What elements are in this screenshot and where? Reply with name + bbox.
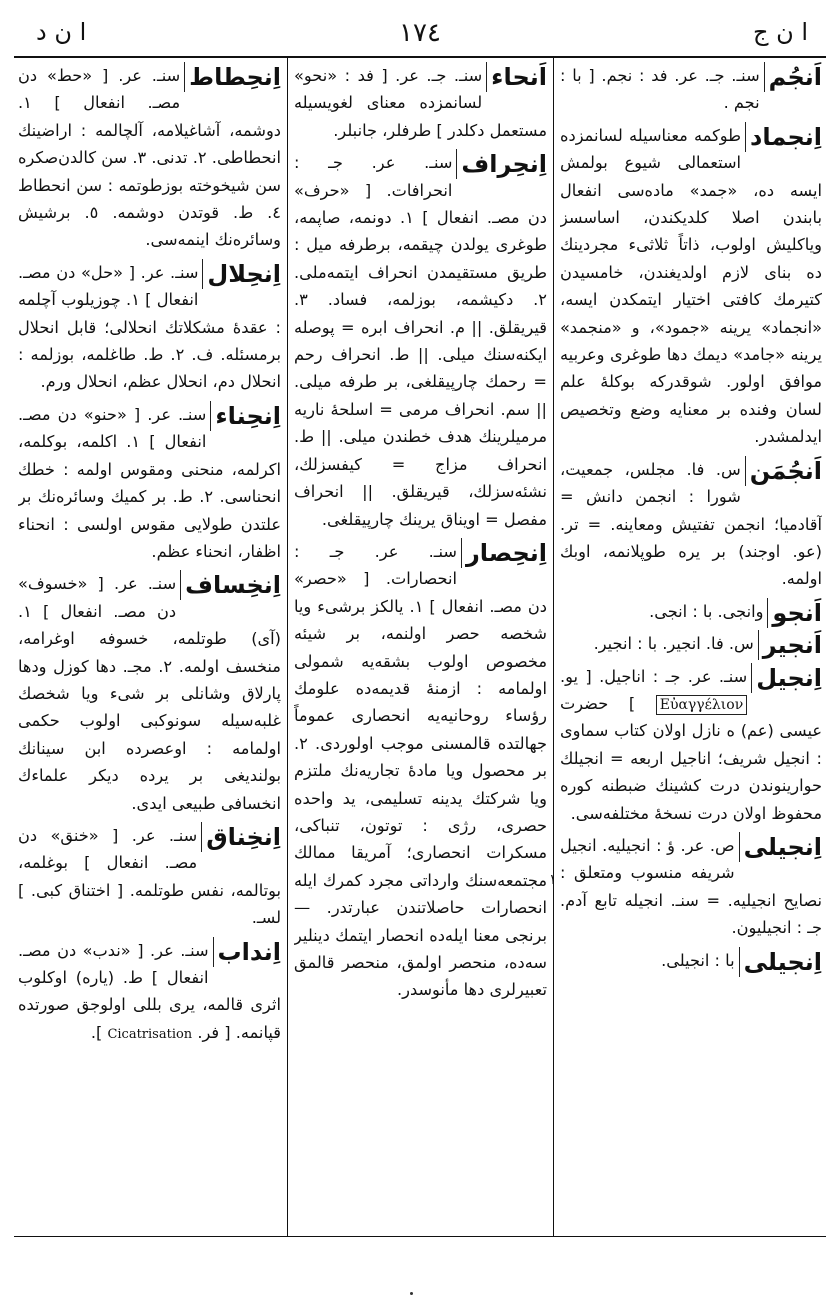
header-right-catchword: ا ن ج xyxy=(752,18,808,46)
entry-body: سنـ. عر. [ «حنو» دن مصـ. انفعال ] ١. اكلمه، بوكلمه، اكرلمه، منحنی ومقوس اولمه : خطك انحناسی. ٢. ط. بر كميك وسائره‌نك بر علتدن طولايی مقوس اولسی : انحناء اظفار، انحناء عظم. xyxy=(18,404,281,561)
printer-dot xyxy=(410,1292,413,1295)
headword: اِنحِراف xyxy=(456,149,547,179)
dictionary-entry xyxy=(18,259,281,396)
french-term: Cicatrisation xyxy=(107,1026,193,1042)
dictionary-entry xyxy=(560,122,822,451)
dictionary-entry xyxy=(560,663,822,827)
headword: اَنجُم xyxy=(764,62,822,92)
dictionary-entry xyxy=(560,598,822,625)
headword: اَنحاء xyxy=(486,62,547,92)
dictionary-entry xyxy=(294,149,547,533)
dictionary-entry xyxy=(560,947,822,974)
dictionary-entry xyxy=(560,62,822,117)
entry-body: ص. عر. ؤ : انجيليه. انجيل شريفه منسوب ومتعلق : نصايح انجيليه. = سنـ. انجيله تابع آدم. جـ : انجيليون. xyxy=(560,835,822,938)
headword: اِنحِلال xyxy=(202,259,281,289)
column-left xyxy=(18,62,281,1232)
dictionary-entry xyxy=(18,401,281,565)
headword: اِنحِصار xyxy=(461,538,547,568)
headword: اِنجيلی xyxy=(739,947,822,977)
entry-body: سنـ. عر. [ «خسوف» دن مصـ. انفعال ] ١. (آی) طوتلمه، خسوفه اوغرامه، منخسف اولمه. ٢. مجـ. دها كوزل ودها پارلاق وشانلی بر شیء ويا شخصك غلبه‌سيله سونوكبی اولوب حكمی اولمامه : اوعصرده ابن سينانك بولنديغی بر يرده ديكر علماءك انخسافی طبيعی ايدی. xyxy=(18,574,281,813)
header-rule xyxy=(14,56,826,58)
column-middle xyxy=(294,62,547,1232)
entry-body: سنـ. عر. جـ : انحصارات. [ «حصر» دن مصـ. انفعال ] ١. يالكز برشیء ويا شخصه حصر اولنمه، بر شيئه مخصوص اولوب بشقه‌يه شمولی اولمامه : ازمنهٔ قديمه‌ده علومك رؤساء روحانيه‌يه انحصاری عموماً جهالتده قالمسنی موجب اولوردی. ٢. بر محصول ويا مادهٔ تجاريه‌نك ملتزم ويا شركتك يدينه تسليمی، يد واحده حصری، رژی : توتون، تنباكی، مسكرات انحصاری؛ آمريقا ممالك مجتمعه‌سنك وارداتی مجرد كمرك ايله انحصارات حاصلاتندن عبارتدر. — برنجی معنا ايله‌ده انحصار ايتمك دينلير سه‌ده، منحصر اولمق، منحصر قالمق تعبيرلری دها مأنوسدر. xyxy=(294,541,547,1000)
headword: اَنجير xyxy=(758,630,822,660)
greek-etymon: Εὐαγγέλιον xyxy=(656,695,747,715)
dictionary-entry xyxy=(294,538,547,1004)
headword: اَنجُمَن xyxy=(745,456,822,486)
entry-body-continued: ] حضرت عيسی (عم) ه نازل اولان كتاب سماوی : انجيل شريف؛ اناجيل اربعه = انجيلك حوارينوندن درت كشينك ضبطنه كوره محفوظ اولان درت نسخهٔ مختلفه‌سی. xyxy=(560,693,822,823)
entry-body: سنـ. عر. جـ : انحرافات. [ «حرف» دن مصـ. انفعال ] ١. دونمه، صاپمه، طوغری يولدن چيقمه، برطرفه ميل : طريق مستقيمدن انحراف ايتمه‌ملی. ٢. دكيشمه، بوزلمه، فساد. ٣. قيريقلق. || م. انحراف ابره = پوصله ايكنه‌سنك ميلی. || ط. انحراف رحم = رحمك چارپيقلغی، بر طرفه ميلی. || سم. انحراف مرمی = اسلحهٔ ناريه مرميلرينك هدف خطندن ميلی. || ط. انحراف مزاج = كيفسزلك، نشئه‌سزلك، قيريقلق. || انحراف مفصل = اويناق يرينك چارپيقلغی. xyxy=(294,153,547,529)
dictionary-entry xyxy=(18,62,281,254)
entry-body-continued: ]. xyxy=(90,1022,108,1042)
column-divider xyxy=(287,58,288,1236)
headword: اَنجو xyxy=(767,598,822,628)
headword: اِنجماد xyxy=(745,122,822,152)
entry-body: طوكمه معناسيله لسانمزده استعمالی شيوع بولمش ايسه ده، «جمد» ماده‌سی انفعال بابندن اصلا كلديكندن، اساسسز وياكليش اولوب، ذاتاً ثلاثیء مجردينك ده بنای لازم اولديغندن، خامسيدن كتيرمك كافتی اختيار ايتمكدن ايسه، «انجماد» يرينه «جمود»، و «منجمد» يرينه «جامد» ديمك دها طوغری وعربيه موافق اولور. شوقدركه بوكلهٔ علم لسان وفنده بر معنايه وضع وتخصيص ايدلمشدر. xyxy=(560,125,822,447)
entry-body: با : انجيلی. xyxy=(661,950,735,970)
dictionary-entry xyxy=(294,62,547,144)
headword: اِنجيل xyxy=(751,663,822,693)
dictionary-entry xyxy=(560,630,822,660)
dictionary-entry xyxy=(18,937,281,1049)
dictionary-entry xyxy=(560,832,822,942)
headword: اِنخِساف xyxy=(180,570,281,600)
page-number: ١٧٤ xyxy=(399,18,441,48)
entry-body: وانجی. با : انجی. xyxy=(649,601,764,621)
entry-body: سنـ. عر. [ «حط» دن مصـ. انفعال ] ١. دوشمه، آشاغيلامه، آلچالمه : اراضينك انحطاطی. ٢. تدنی. ٣. سن كالدن‌صكره سن شيخوخته بوزطوتمه : سن انحطاط ٤. ط. قوتدن دوشمه. ٥. برشيش وسائره‌نك اينمه‌سی. xyxy=(18,66,281,250)
dictionary-entry xyxy=(18,822,281,932)
margin-marker: ١ xyxy=(549,872,557,888)
headword: اِنخِناق xyxy=(201,822,281,852)
entry-body: سنـ. عر. جـ : اناجيل. [ يو. xyxy=(560,666,748,686)
column-right xyxy=(560,62,822,1232)
headword: اِنداب xyxy=(213,937,281,967)
entry-body: سنـ. جـ. عر. فد : نجم. [ با : نجم . xyxy=(560,66,760,113)
page-header xyxy=(22,18,818,58)
headword: اِنحِناء xyxy=(210,401,281,431)
header-left-catchword: ا ن د xyxy=(36,18,87,46)
entry-body: سنـ. عر. [ «حل» دن مصـ. انفعال ] ١. چوزيلوب آچلمه : عقدهٔ مشكلاتك انحلالی؛ قابل انحلال برمسئله. ف. ٢. ط. طاغلمه، بوزلمه : انحلال دم، انحلال عظم، انحلال ورم. xyxy=(18,262,281,392)
footer-rule xyxy=(14,1236,826,1237)
headword: اِنجيلی xyxy=(739,832,822,862)
entry-body: سنـ. جـ. عر. [ فد : «نحو» لسانمزده معنای لغويسيله مستعمل دكلدر ] طرفلر، جانبلر. xyxy=(294,66,547,140)
headword: اِنحِطاط xyxy=(184,62,281,92)
dictionary-entry xyxy=(560,456,822,593)
entry-body: س. فا. مجلس، جمعيت، شورا : انجمن دانش = آقادميا؛ انجمن تفتيش ومعاينه. = تر. (عو. اوجند) بر يره طوپلانمه، اوبك اولمه. xyxy=(560,459,822,589)
column-divider xyxy=(553,58,554,1236)
entry-body: سنـ. عر. [ «ندب» دن مصـ. انفعال ] ط. (ياره) اوكلوب اثری قالمه، يری بللی اولوجق صورتده قپانمه. [ فر. xyxy=(18,940,281,1042)
entry-body: س. فا. انجير. با : انجير. xyxy=(593,634,754,654)
dictionary-entry xyxy=(18,570,281,817)
entry-body: سنـ. عر. [ «خنق» دن مصـ. انفعال ] بوغلمه، بوتالمه، نفس طوتلمه. [ اختناق كبی. ] لسـ. xyxy=(18,825,281,928)
